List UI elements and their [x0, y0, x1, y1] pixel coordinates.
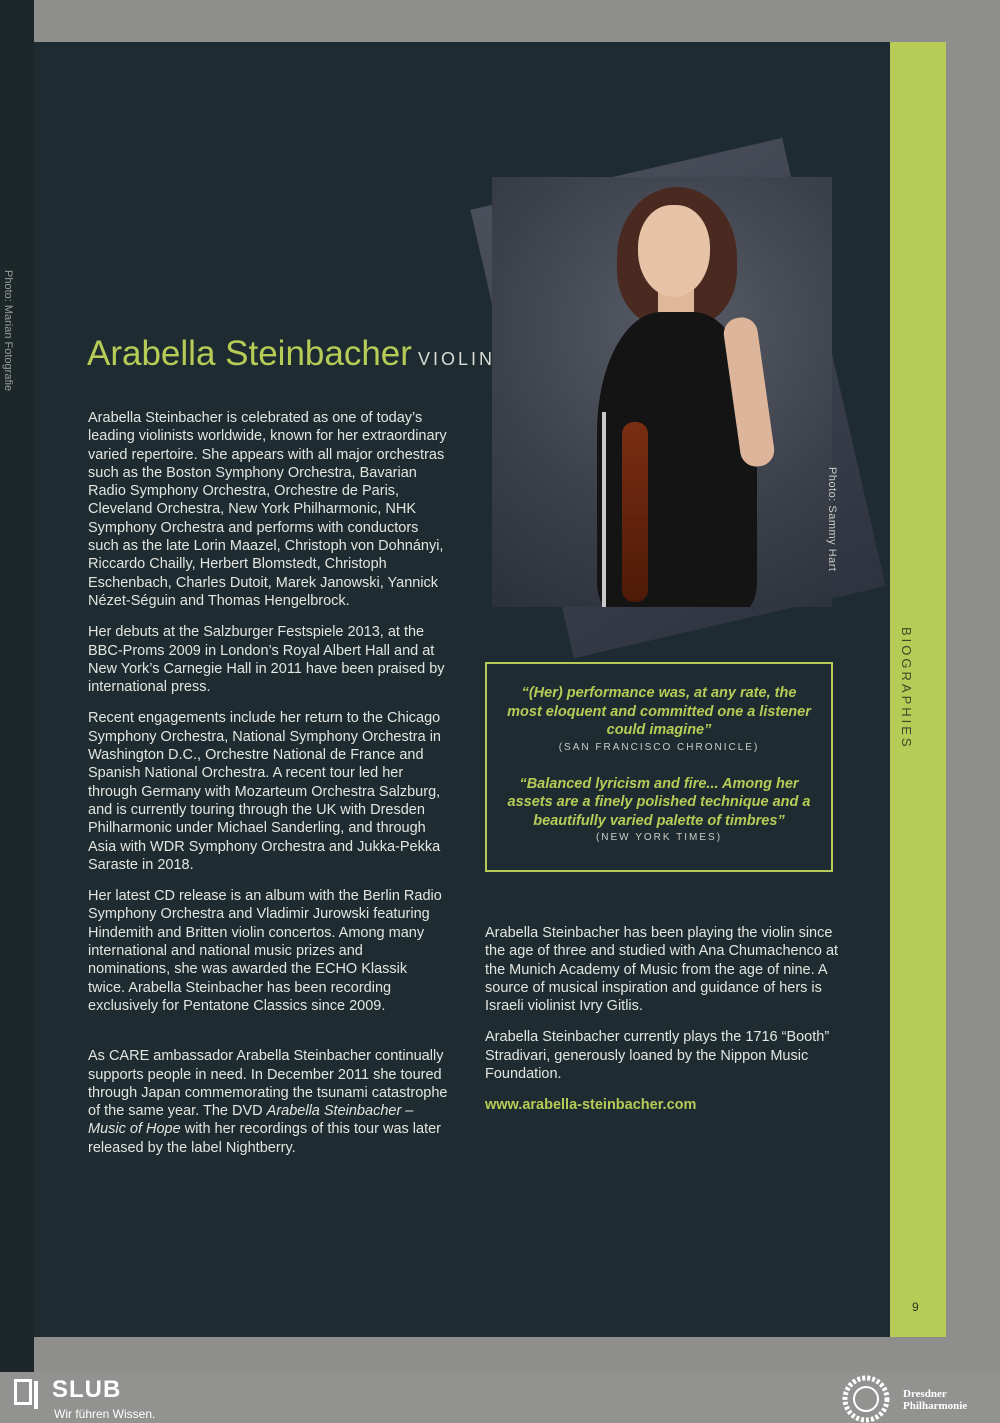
brochure-page: [34, 42, 946, 1337]
dresdner-philharmonie-logo-icon: [842, 1375, 890, 1423]
care-text-before: As CARE ambassador Arabella Steinbacher continually supports people in need. In December 2011 she toured through Japan commemorating the tsunami catastrophe of the same year. The DVD: [88, 1048, 448, 1120]
website-link[interactable]: www.arabella-steinbacher.com: [485, 1097, 697, 1114]
scan-edge: [0, 0, 34, 1372]
quote-source: (NEW YORK TIMES): [595, 832, 723, 843]
bio-paragraph: Her latest CD release is an album with the Berlin Radio Symphony Orchestra and Vladimir Jurowski featuring Hindemith and Britten violin concertos. Among many international and national music prizes and nominations, she was awarded the ECHO Klassik twice. Arabella Steinbacher has been recording exclusively for Pentatone Classics since 2009.: [88, 888, 442, 1014]
artist-photo: [492, 177, 832, 607]
library-name: SLUB: [52, 1376, 122, 1403]
press-quote: “Balanced lyricism and fire... Among her assets are a finely polished technique and a beautifully varied palette of timbres”: [507, 775, 811, 829]
slub-logo-icon: [14, 1379, 38, 1409]
biography-right-column: [485, 924, 843, 1115]
side-photo-credit: Photo: Marian Fotografie: [2, 270, 14, 392]
press-quote: “(Her) performance was, at any rate, the most eloquent and committed one a listener could imagine”: [507, 685, 811, 738]
bio-paragraph: Arabella Steinbacher currently plays the 1716 “Booth” Stradivari, generously loaned by the Nippon Music Foundation.: [485, 1029, 830, 1083]
photo-bow: [602, 412, 606, 607]
bio-paragraph: Her debuts at the Salzburger Festspiele 2013, at the BBC-Proms 2009 in London’s Royal Albert Hall and at New York’s Carnegie Hall in 2011 have been praised by international press.: [88, 624, 445, 696]
biography-left-column: [88, 409, 448, 1170]
artist-name: Arabella Steinbacher: [87, 334, 412, 373]
orchestra-name-line: Philharmonie: [903, 1400, 968, 1412]
viewer-footer: [0, 1372, 1000, 1423]
dvd-title: Arabella Steinbacher – Music of Hope: [88, 1103, 414, 1138]
quote-source: (SAN FRANCISCO CHRONICLE): [558, 741, 760, 753]
care-paragraph: [88, 1047, 448, 1157]
photo-face: [638, 205, 710, 297]
bio-paragraph: Arabella Steinbacher is celebrated as one of today’s leading violinists worldwide, known for her extraordinary varied repertoire. She appears with all major orchestras such as the Boston Symphony Orchestra, Bavarian Radio Symphony Orchestra, Orchestre de Paris, Cleveland Orchestra, New York Philharmonic, NHK Symphony Orchestra and performs with conductors such as the late Lorin Maazel, Christoph von Dohnányi, Riccardo Chailly, Herbert Blomstedt, Christoph Eschenbach, Charles Dutoit, Marek Janowski, Yannick Nézet-Séguin and Thomas Hengelbrock.: [88, 410, 447, 609]
photo-violin: [622, 422, 648, 602]
orchestra-name: [903, 1388, 967, 1412]
artist-instrument: VIOLIN: [417, 349, 495, 369]
section-label: BIOGRAPHIES: [899, 627, 914, 750]
press-quotes-box: [485, 662, 833, 872]
photo-credit: Photo: Sammy Hart: [826, 467, 838, 572]
library-tagline: Wir führen Wissen.: [54, 1407, 156, 1421]
bio-paragraph: Arabella Steinbacher has been playing the violin since the age of three and studied with Ana Chumachenco at the Munich Academy of Music from the age of nine. A source of musical inspiration and guidance of hers is Israeli violinist Ivry Gitlis.: [485, 925, 839, 1015]
care-text-after: with her recordings of this tour was later released by the label Nightberry.: [88, 1121, 441, 1156]
orchestra-name-line: Dresdner: [903, 1388, 947, 1400]
page-number: 9: [912, 1300, 919, 1314]
bio-paragraph: Recent engagements include her return to the Chicago Symphony Orchestra, National Symphony Orchestra in Washington D.C., Orchestre National de France and Spanish National Orchestra. A recent tour led her through Germany with Mozarteum Orchestra Salzburg, and is currently touring through the UK with Dresden Philharmonic under Michael Sanderling, and through Asia with WDR Symphony Orchestra and Jukka-Pekka Saraste in 2018.: [88, 710, 441, 873]
artist-heading: [87, 334, 495, 374]
